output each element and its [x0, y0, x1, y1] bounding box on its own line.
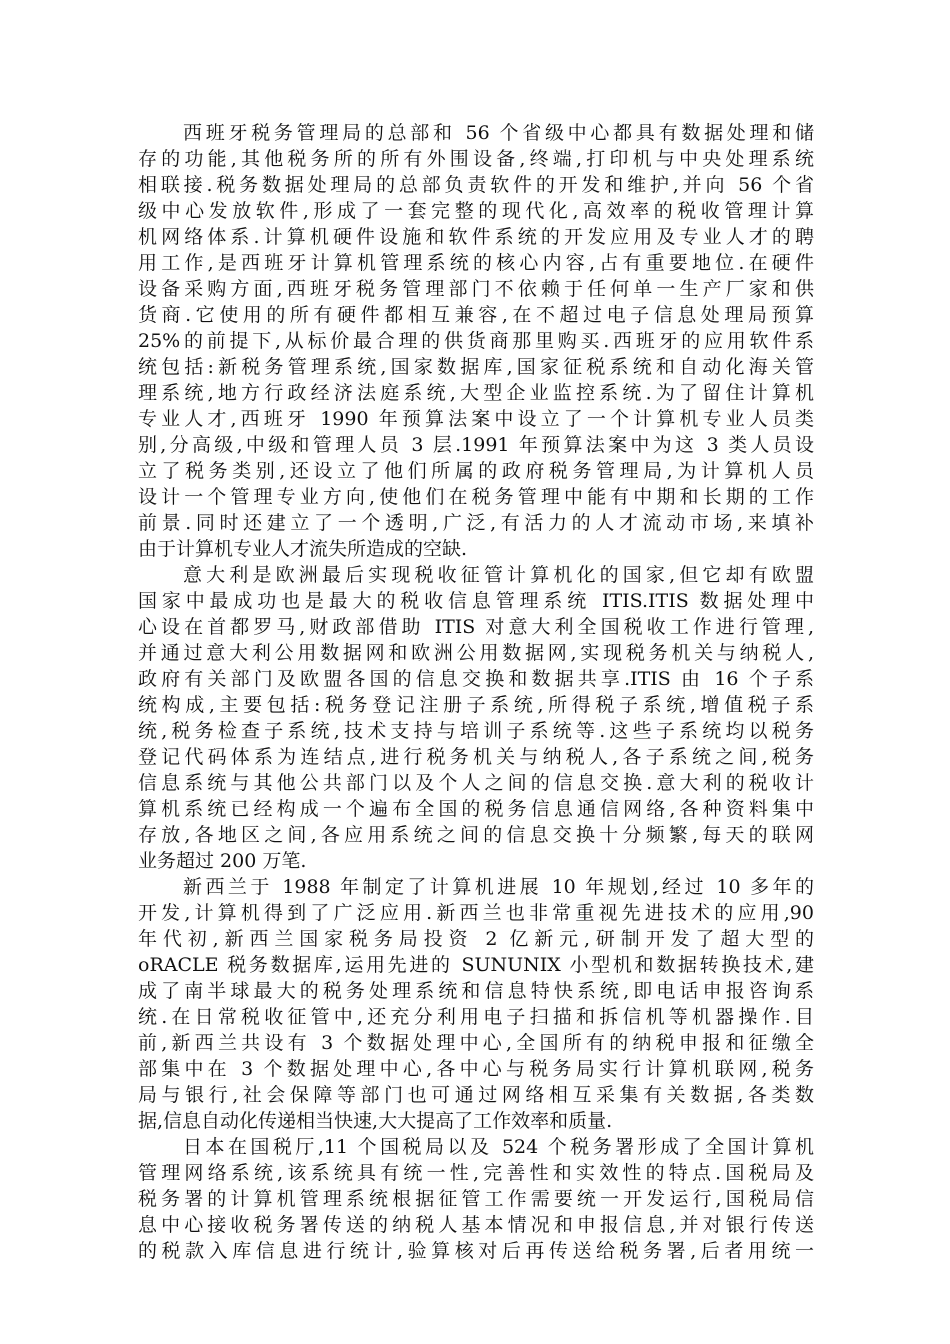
paragraph-line: 年代初,新西兰国家税务局投资 2 亿新元,研制开发了超大型的	[138, 928, 814, 950]
paragraph-line: 西班牙税务管理局的总部和 56 个省级中心都具有数据处理和储	[183, 122, 814, 144]
paragraph-line: 的税款入库信息进行统计,验算核对后再传送给税务署,后者用统一	[138, 1240, 814, 1262]
paragraph-line: 25%的前提下,从标价最合理的供货商那里购买.西班牙的应用软件系	[138, 330, 814, 352]
paragraph-line: 信息系统与其他公共部门以及个人之间的信息交换.意大利的税收计	[138, 772, 814, 794]
document-body	[138, 120, 814, 1264]
paragraph-line: 设备采购方面,西班牙税务管理部门不依赖于任何单一生产厂家和供	[138, 278, 814, 300]
paragraph-line: 国家中最成功也是最大的税收信息管理系统 ITIS.ITIS 数据处理中	[138, 590, 814, 612]
paragraph-line: 统构成,主要包括:税务登记注册子系统,所得税子系统,增值税子系	[138, 694, 814, 716]
paragraph-line: 统.在日常税收征管中,还充分利用电子扫描和拆信机等机器操作.目	[138, 1006, 814, 1028]
paragraph-line: 别,分高级,中级和管理人员 3 层.1991 年预算法案中为这 3 类人员设	[138, 434, 814, 456]
paragraph-line: 成了南半球最大的税务处理系统和信息特快系统,即电话申报咨询系	[138, 980, 814, 1002]
paragraph-line: 级中心发放软件,形成了一套完整的现代化,高效率的税收管理计算	[138, 200, 814, 222]
paragraph-line: 前,新西兰共设有 3 个数据处理中心,全国所有的纳税申报和征缴全	[138, 1032, 814, 1054]
paragraph-line: oRACLE 税务数据库,运用先进的 SUNUNIX 小型机和数据转换技术,建	[138, 954, 814, 976]
paragraph-line: 前景.同时还建立了一个透明,广泛,有活力的人才流动市场,来填补	[138, 512, 814, 534]
paragraph-line: 管理网络系统,该系统具有统一性,完善性和实效性的特点.国税局及	[138, 1162, 814, 1184]
paragraph-line: 日本在国税厅,11 个国税局以及 524 个税务署形成了全国计算机	[183, 1136, 814, 1158]
paragraph-line: 机网络体系.计算机硬件设施和软件系统的开发应用及专业人才的聘	[138, 226, 814, 248]
paragraph	[138, 1134, 814, 1264]
paragraph-line: 息中心接收税务署传送的纳税人基本情况和申报信息,并对银行传送	[138, 1214, 814, 1236]
paragraph-line: 货商.它使用的所有硬件都相互兼容,在不超过电子信息处理局预算	[138, 304, 814, 326]
paragraph-line: 新西兰于 1988 年制定了计算机进展 10 年规划,经过 10 多年的	[183, 876, 814, 898]
paragraph	[138, 120, 814, 562]
paragraph-line: 并通过意大利公用数据网和欧洲公用数据网,实现税务机关与纳税人,	[138, 642, 814, 664]
paragraph-line: 相联接.税务数据处理局的总部负责软件的开发和维护,并向 56 个省	[138, 174, 814, 196]
paragraph-line: 理系统,地方行政经济法庭系统,大型企业监控系统.为了留住计算机	[138, 382, 814, 404]
paragraph	[138, 562, 814, 874]
paragraph-line: 统包括:新税务管理系统,国家数据库,国家征税系统和自动化海关管	[138, 356, 814, 378]
paragraph-line: 税务署的计算机管理系统根据征管工作需要统一开发运行,国税局信	[138, 1188, 814, 1210]
paragraph-line: 统,税务检查子系统,技术支持与培训子系统等.这些子系统均以税务	[138, 720, 814, 742]
paragraph-line: 据,信息自动化传递相当快速,大大提高了工作效率和质量.	[138, 1110, 613, 1132]
paragraph-line: 政府有关部门及欧盟各国的信息交换和数据共享.ITIS 由 16 个子系	[138, 668, 814, 690]
paragraph-line: 心设在首都罗马,财政部借助 ITIS 对意大利全国税收工作进行管理,	[138, 616, 814, 638]
paragraph-line: 部集中在 3 个数据处理中心,各中心与税务局实行计算机联网,税务	[138, 1058, 814, 1080]
paragraph-line: 设计一个管理专业方向,使他们在税务管理中能有中期和长期的工作	[138, 486, 814, 508]
paragraph-line: 存放,各地区之间,各应用系统之间的信息交换十分频繁,每天的联网	[138, 824, 814, 846]
paragraph	[138, 874, 814, 1134]
paragraph-line: 算机系统已经构成一个遍布全国的税务信息通信网络,各种资料集中	[138, 798, 814, 820]
paragraph-line: 由于计算机专业人才流失所造成的空缺.	[138, 538, 468, 560]
paragraph-line: 用工作,是西班牙计算机管理系统的核心内容,占有重要地位.在硬件	[138, 252, 814, 274]
paragraph-line: 登记代码体系为连结点,进行税务机关与纳税人,各子系统之间,税务	[138, 746, 814, 768]
paragraph-line: 开发,计算机得到了广泛应用.新西兰也非常重视先进技术的应用,90	[138, 902, 814, 924]
paragraph-line: 专业人才,西班牙 1990 年预算法案中设立了一个计算机专业人员类	[138, 408, 814, 430]
paragraph-line: 业务超过 200 万笔.	[138, 850, 307, 872]
paragraph-line: 存的功能,其他税务所的所有外围设备,终端,打印机与中央处理系统	[138, 148, 814, 170]
paragraph-line: 意大利是欧洲最后实现税收征管计算机化的国家,但它却有欧盟	[183, 564, 814, 586]
paragraph-line: 局与银行,社会保障等部门也可通过网络相互采集有关数据,各类数	[138, 1084, 814, 1106]
paragraph-line: 立了税务类别,还设立了他们所属的政府税务管理局,为计算机人员	[138, 460, 814, 482]
